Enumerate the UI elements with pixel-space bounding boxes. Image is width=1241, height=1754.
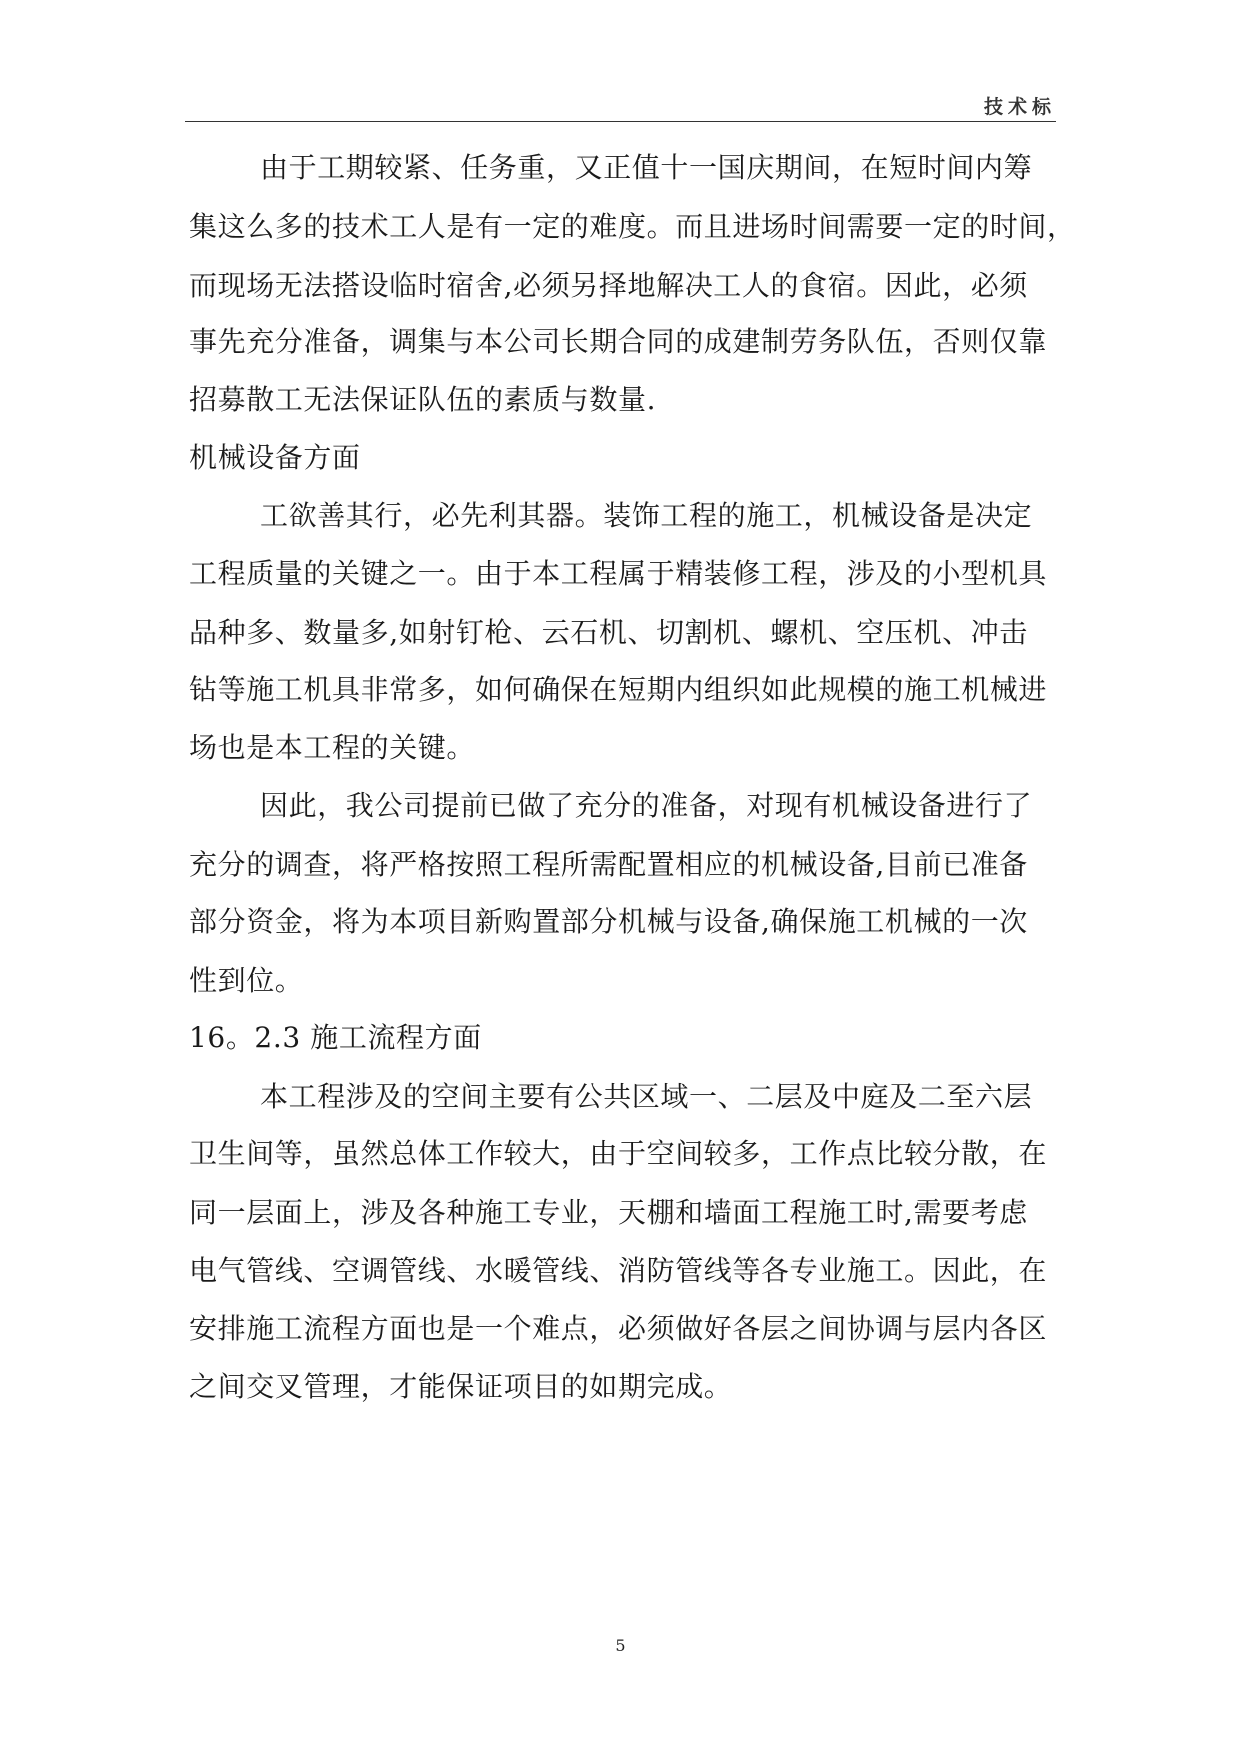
paragraph-line: 之间交叉管理，才能保证项目的如期完成。 xyxy=(189,1370,733,1403)
paragraph-line: 工欲善其行，必先利其器。装饰工程的施工，机械设备是决定 xyxy=(260,499,1033,532)
section-heading: 16。2.3 施工流程方面 xyxy=(189,1021,482,1054)
paragraph-line: 本工程涉及的空间主要有公共区域一、二层及中庭及二至六层 xyxy=(260,1080,1033,1113)
paragraph-line: 事先充分准备，调集与本公司长期合同的成建制劳务队伍，否则仅靠 xyxy=(189,325,1048,358)
paragraph-line: 部分资金，将为本项目新购置部分机械与设备,确保施工机械的一次 xyxy=(189,905,1028,938)
section-heading: 机械设备方面 xyxy=(189,441,361,474)
paragraph-line: 充分的调查，将严格按照工程所需配置相应的机械设备,目前已准备 xyxy=(189,848,1028,881)
paragraph-line: 电气管线、空调管线、水暖管线、消防管线等各专业施工。因此，在 xyxy=(189,1254,1048,1287)
header-label: 技术标 xyxy=(983,96,1056,118)
paragraph-line: 安排施工流程方面也是一个难点，必须做好各层之间协调与层内各区 xyxy=(189,1312,1048,1345)
paragraph-line: 由于工期较紧、任务重，又正值十一国庆期间，在短时间内筹 xyxy=(260,151,1033,184)
paragraph-line: 钻等施工机具非常多，如何确保在短期内组织如此规模的施工机械进 xyxy=(189,673,1048,706)
paragraph-line: 而现场无法搭设临时宿舍,必须另择地解决工人的食宿。因此，必须 xyxy=(189,269,1028,302)
paragraph-line: 因此，我公司提前已做了充分的准备，对现有机械设备进行了 xyxy=(260,789,1033,822)
paragraph-line: 卫生间等，虽然总体工作较大，由于空间较多，工作点比较分散，在 xyxy=(189,1137,1048,1170)
paragraph-line: 场也是本工程的关键。 xyxy=(189,731,476,764)
page-number: 5 xyxy=(615,1636,626,1655)
paragraph-line: 集这么多的技术工人是有一定的难度。而且进场时间需要一定的时间， xyxy=(189,210,1076,243)
header-divider xyxy=(185,121,1056,122)
paragraph-line: 同一层面上，涉及各种施工专业，天棚和墙面工程施工时,需要考虑 xyxy=(189,1196,1028,1229)
paragraph-line: 品种多、数量多,如射钉枪、云石机、切割机、螺机、空压机、冲击 xyxy=(189,616,1028,649)
paragraph-line: 工程质量的关键之一。由于本工程属于精装修工程，涉及的小型机具 xyxy=(189,557,1048,590)
paragraph-line: 性到位。 xyxy=(189,964,304,997)
paragraph-line: 招募散工无法保证队伍的素质与数量. xyxy=(189,383,657,416)
